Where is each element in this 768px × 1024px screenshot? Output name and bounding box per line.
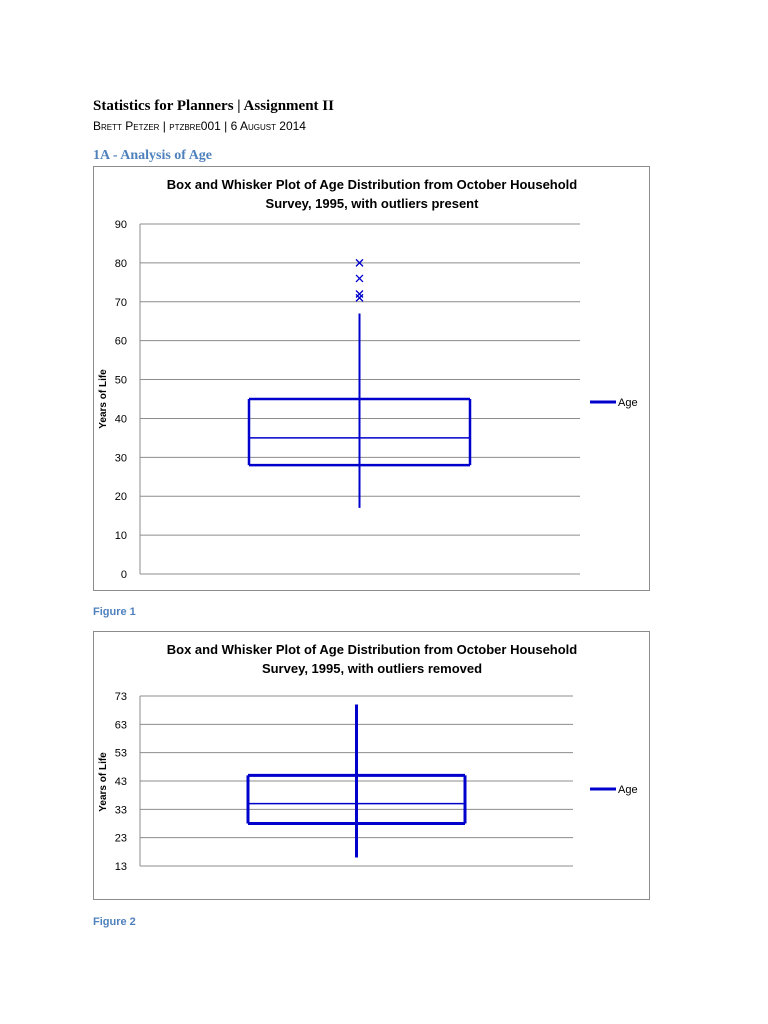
y-tick-label: 43 — [114, 776, 127, 788]
figure-2-caption: Figure 2 — [93, 916, 136, 928]
y-tick-label: 30 — [114, 452, 127, 465]
y-axis-title: Years of Life — [98, 369, 109, 429]
y-tick-label: 73 — [114, 691, 127, 703]
y-tick-label: 40 — [114, 413, 127, 426]
chart-title-line-1: Box and Whisker Plot of Age Distribution from October Household — [166, 642, 578, 657]
y-tick-label: 50 — [114, 374, 127, 387]
outlier-marker — [356, 275, 363, 282]
section-heading: 1A - Analysis of Age — [93, 148, 213, 163]
legend-label: Age — [618, 397, 638, 409]
document-meta: Brett Petzer | ptzbre001 | 6 August 2014 — [93, 119, 306, 133]
y-tick-label: 20 — [114, 491, 127, 504]
chart-title-line-2: Survey, 1995, with outliers removed — [261, 661, 483, 676]
chart-outliers-removed — [93, 631, 650, 900]
outlier-marker — [356, 291, 363, 298]
y-tick-label: 90 — [114, 219, 127, 231]
outlier-marker — [356, 294, 363, 301]
chart-title-line-1: Box and Whisker Plot of Age Distribution from October Household — [166, 177, 578, 192]
y-tick-label: 23 — [114, 832, 127, 845]
y-tick-label: 10 — [114, 530, 127, 543]
y-tick-label: 70 — [114, 296, 127, 309]
y-tick-label: 60 — [114, 335, 127, 348]
y-tick-label: 53 — [114, 747, 127, 760]
legend-label: Age — [618, 784, 638, 796]
y-tick-label: 0 — [120, 569, 127, 581]
y-tick-label: 63 — [114, 719, 127, 732]
chart-title-line-2: Survey, 1995, with outliers present — [265, 196, 479, 211]
y-axis-title: Years of Life — [98, 752, 109, 812]
chart-outliers-present — [93, 166, 650, 591]
y-tick-label: 13 — [114, 861, 127, 873]
document-title: Statistics for Planners | Assignment II — [93, 98, 334, 114]
chart-2-svg — [94, 632, 651, 901]
chart-1-svg — [94, 167, 651, 592]
figure-1-caption: Figure 1 — [93, 606, 136, 618]
y-tick-label: 80 — [114, 257, 127, 270]
y-tick-label: 33 — [114, 804, 127, 817]
